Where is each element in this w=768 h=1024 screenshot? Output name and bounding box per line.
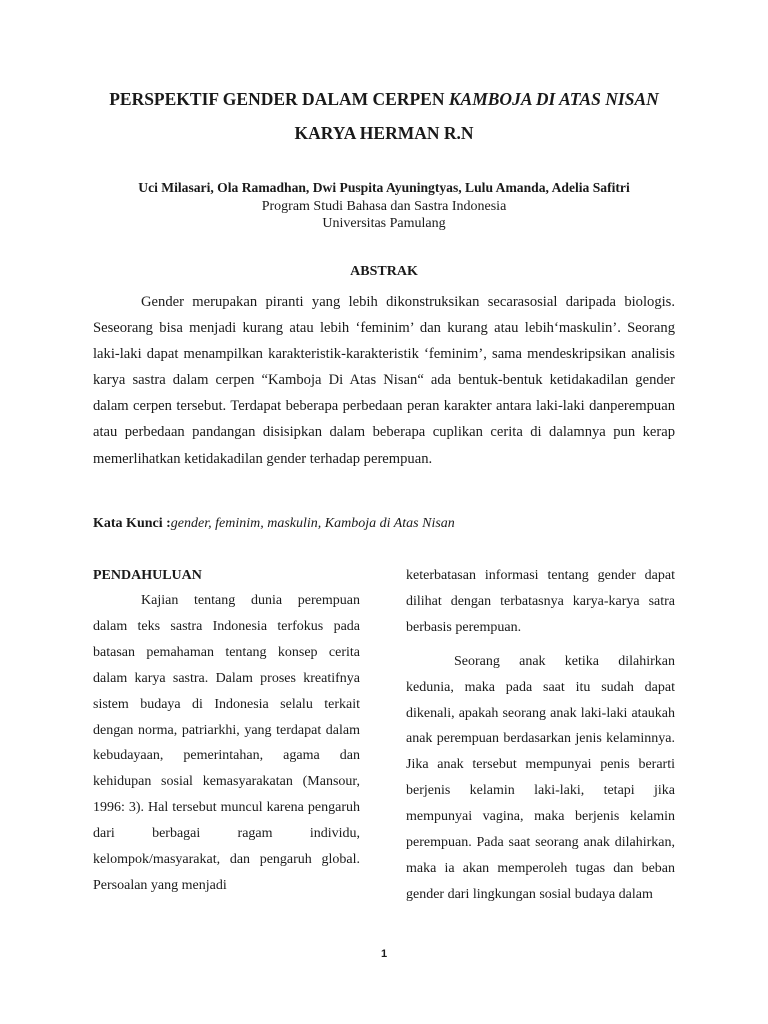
abstract-body [93, 289, 675, 472]
author-list: Uci Milasari, Ola Ramadhan, Dwi Puspita Ayuningtyas, Lulu Amanda, Adelia Safitri [138, 180, 630, 195]
left-column [93, 588, 360, 899]
title-italic-text: KAMBOJA DI ATAS NISAN [448, 89, 659, 109]
keywords-value: gender, feminim, maskulin, Kamboja di Atas Nisan [170, 516, 455, 531]
intro-paragraph-2: Seorang anak ketika dilahirkan kedunia, maka pada saat itu sudah dapat dikenali, apakah seorang anak laki-laki ataukah anak perempuan berdasarkan jenis kelaminnya. Jika anak tersebut mempunyai penis berarti berjenis kelamin laki-laki, tetapi jika mempunyai vagina, maka berjenis kelamin perempuan. Pada saat seorang anak dilahirkan, maka ia akan memperoleh tugas dan beban gender dari lingkungan sosial budaya dalam [406, 653, 675, 902]
abstract-paragraph: Gender merupakan piranti yang lebih dikonstruksikan secarasosial daripada biologis. Seseorang bisa menjadi kurang atau lebih ‘feminim’ dan kurang atau lebih‘maskulin’. Seorang laki-laki dapat menampilkan karakteristik-karakteristik ‘feminim’, sama mendeskripsikan analisis karya sastra dalam cerpen “Kamboja Di Atas Nisan“ ada bentuk-bentuk ketidakadilan gender dalam cerpen tersebut. Terdapat beberapa perbedaan peran karakter antara laki-laki danperempuan atau perbedaan pandangan disisipkan dalam beberapa cuplikan cerita di dalamnya pun kerap memerlihatkan ketidakadilan gender terhadap perempuan. [93, 294, 675, 467]
intro-paragraph-1: Kajian tentang dunia perempuan dalam teks sastra Indonesia terfokus pada batasan pemahaman tentang konsep cerita dalam karya sastra. Dalam proses kreatifnya sistem budaya di Indonesia selalu terkait dengan norma, patriarkhi, yang terdapat dalam kebudayaan, pemerintahan, agama dan kehidupan sosial kemasyarakatan (Mansour, 1996: 3). Hal tersebut muncul karena pengaruh dari berbagai ragam individu, kelompok/masyarakat, dan pengaruh global. Persoalan yang menjadi [93, 593, 360, 893]
page-number: 1 [380, 948, 388, 960]
title-main-text: PERSPEKTIF GENDER DALAM CERPEN [109, 89, 449, 109]
abstract-heading: ABSTRAK [350, 264, 418, 279]
intro-paragraph-continued: keterbatasan informasi tentang gender dapat dilihat dengan terbatasnya karya-karya satra berbasis perempuan. [406, 568, 675, 635]
keywords-line [93, 516, 455, 532]
paper-title-line-2: KARYA HERMAN R.N [294, 123, 474, 143]
affiliation-university: Universitas Pamulang [322, 216, 446, 231]
paper-title-line-1 [60, 82, 708, 116]
affiliation-program: Program Studi Bahasa dan Sastra Indonesia [261, 199, 507, 214]
right-column [406, 563, 675, 908]
intro-heading: PENDAHULUAN [93, 568, 202, 583]
keywords-label: Kata Kunci : [93, 516, 171, 531]
